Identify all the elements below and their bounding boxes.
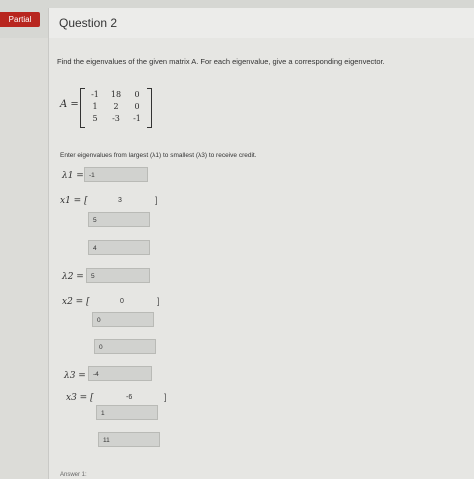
lambda2-label: λ2 = xyxy=(62,272,84,282)
lambda1-label: λ1 = xyxy=(62,171,84,181)
lambda3-label: λ3 = xyxy=(64,371,86,381)
x1-label: x1 = [ xyxy=(60,196,88,206)
answer-footer: Answer 1: xyxy=(60,472,87,478)
lambda2-input[interactable]: 5 xyxy=(86,268,150,283)
x3-component-1[interactable]: -6 xyxy=(126,394,133,401)
x2-label: x2 = [ xyxy=(62,297,90,307)
matrix-cell: 5 xyxy=(92,114,98,123)
matrix-cell: 0 xyxy=(134,102,140,111)
x2-component-1[interactable]: 0 xyxy=(120,298,124,305)
matrix-cell: 2 xyxy=(113,102,119,111)
x2-component-2[interactable]: 0 xyxy=(92,312,154,327)
x1-component-2[interactable]: 5 xyxy=(88,212,150,227)
x3-component-3[interactable]: 11 xyxy=(98,432,160,447)
x1-right-bracket: ] xyxy=(155,195,158,205)
question-header xyxy=(48,8,474,38)
x3-component-2[interactable]: 1 xyxy=(96,405,158,420)
question-title: Question 2 xyxy=(59,16,118,30)
matrix-cell: 0 xyxy=(134,90,140,99)
x1-component-3[interactable]: 4 xyxy=(88,240,150,255)
status-badge: Partial xyxy=(0,12,40,27)
matrix-cell: 1 xyxy=(92,102,98,111)
matrix-cell: -1 xyxy=(133,114,141,123)
matrix-cell: 18 xyxy=(110,90,122,99)
x2-right-bracket: ] xyxy=(157,296,160,306)
lambda1-input[interactable]: -1 xyxy=(84,167,148,182)
x2-component-3[interactable]: 0 xyxy=(94,339,156,354)
matrix-cell: -3 xyxy=(112,114,120,123)
lambda3-input[interactable]: -4 xyxy=(88,366,152,381)
x3-label: x3 = [ xyxy=(66,393,94,403)
matrix-label: A = xyxy=(60,99,79,110)
x3-right-bracket: ] xyxy=(164,392,167,402)
question-prompt: Find the eigenvalues of the given matrix A. For each eigenvalue, give a corresponding eigenvector. xyxy=(57,57,385,66)
instructions: Enter eigenvalues from largest (λ1) to smallest (λ3) to receive credit. xyxy=(60,152,257,159)
x1-component-1[interactable]: 3 xyxy=(118,197,122,204)
matrix xyxy=(80,88,152,126)
matrix-cell: -1 xyxy=(91,90,99,99)
